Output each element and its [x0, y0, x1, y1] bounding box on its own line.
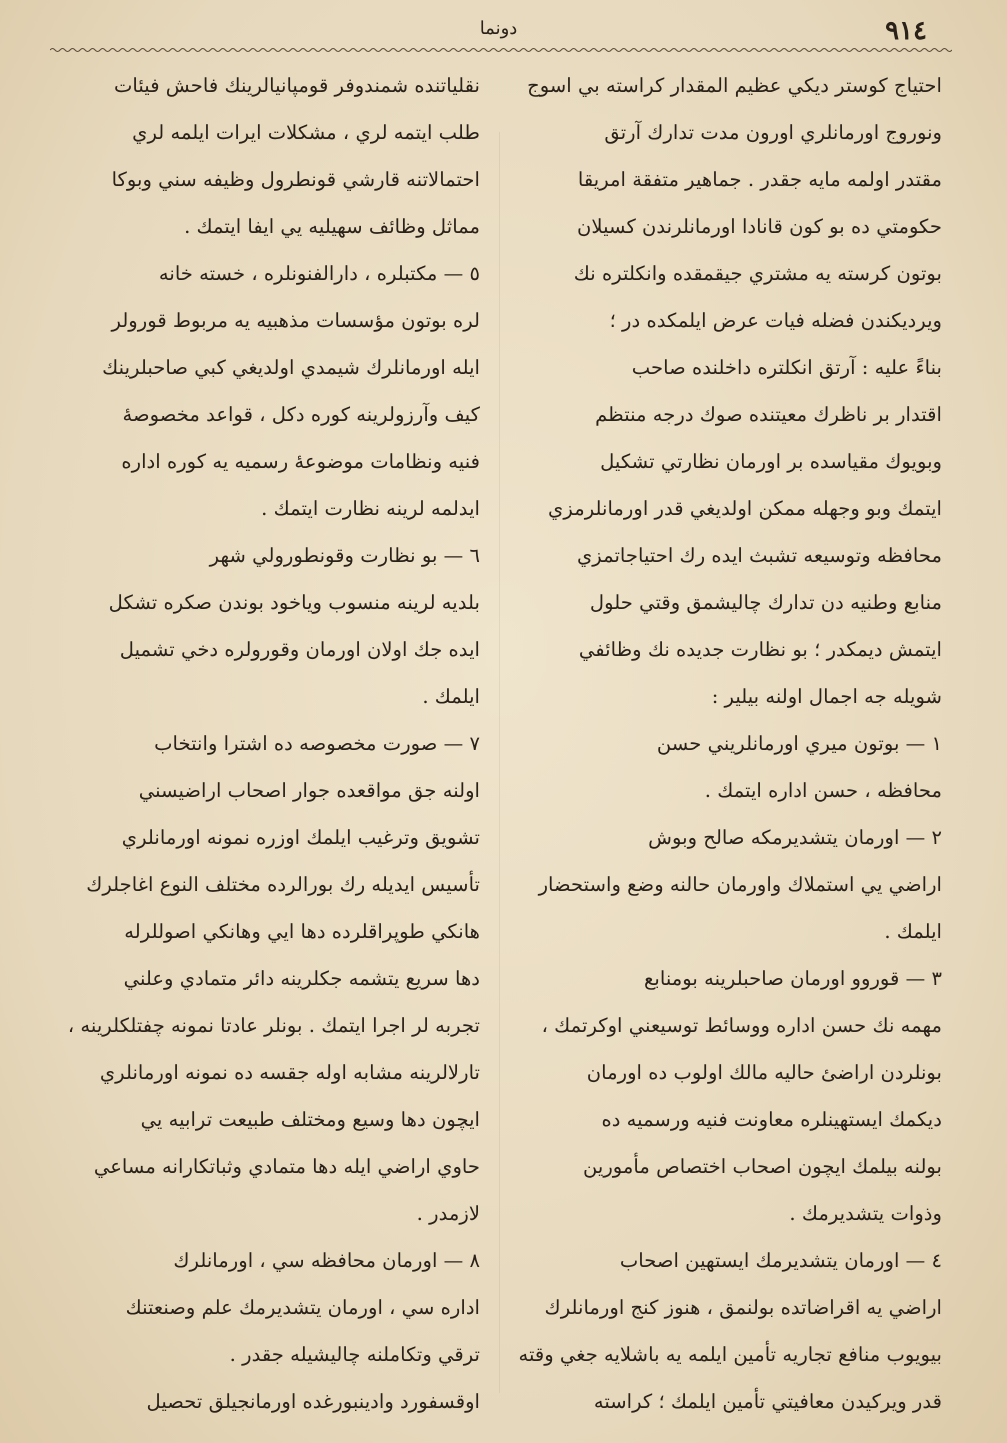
text-line: بولنه بيلمك ايچون اصحاب اختصاص مأمورين: [582, 1155, 942, 1178]
text-line: ايده جك اولان اورمان وقورولره دخي تشميل: [119, 638, 480, 661]
text-line: اداره سي ، اورمان يتشديرمك علم وصنعتنك: [125, 1296, 480, 1319]
text-line: ٧ — صورت مخصوصه ده اشترا وانتخاب: [154, 732, 480, 755]
text-line: ويرديكندن فضله فيات عرض ايلمكده در ؛: [609, 309, 942, 332]
text-line: ٥ — مكتبلره ، دارالفنونلره ، خسته خانه: [158, 262, 480, 285]
text-line: لازمدر .: [416, 1202, 480, 1225]
text-line: ايدلمه لرينه نظارت ايتمك .: [261, 497, 480, 520]
text-line: ٦ — بو نظارت وقونطورولي شهر: [209, 544, 480, 567]
right-column: [517, 62, 942, 1425]
text-line: اولنه جق مواقعده جوار اصحاب اراضيسني: [138, 779, 480, 802]
running-title: دونما: [479, 18, 518, 39]
text-line: لره بوتون مؤسسات مذهبيه يه مربوط قورولر: [111, 309, 480, 332]
text-line: ايلمك .: [884, 920, 942, 943]
text-line: بيويوب منافع تجاريه تأمين ايلمه يه باشلايه جغي وقته: [518, 1343, 942, 1366]
text-line: تجربه لر اجرا ايتمك . بونلر عادتا نمونه چفتلكلرينه ،: [67, 1014, 480, 1037]
text-line: ايله اورمانلرك شيمدي اولديغي كبي صاحبلرينك: [102, 356, 480, 379]
wavy-rule: [50, 46, 952, 54]
text-line: ١ — بوتون ميري اورمانلريني حسن: [656, 732, 942, 755]
text-line: تأسيس ايديله رك بورالرده مختلف النوع اغاجلرك: [86, 873, 480, 896]
text-line: محافظه وتوسيعه تشبث ايده رك احتياجاتمزي: [576, 544, 942, 567]
page-header: [60, 14, 937, 44]
text-line: ديكمك ايستهينلره معاونت فنيه ورسميه ده: [601, 1108, 942, 1131]
text-line: مقتدر اولمه مايه جقدر . جماهير متفقة امريقا: [577, 168, 942, 191]
text-line: قدر ويركيدن معافيتي تأمين ايلمك ؛ كراسته: [593, 1390, 942, 1413]
column-gutter: [499, 132, 500, 1393]
text-line: حاوي اراضي ايله دها متمادي وثباتكارانه مساعي: [93, 1155, 480, 1178]
text-line: ايلمك .: [422, 685, 480, 708]
text-line: دها سريع يتشمه جكلرينه دائر متمادي وعلني: [123, 967, 480, 990]
text-line: ايتمك وبو وجهله ممكن اولديغي قدر اورمانلرمزي: [548, 497, 942, 520]
left-column: [55, 62, 480, 1425]
text-line: بلديه لرينه منسوب وياخود بوندن صكره تشكل: [108, 591, 480, 614]
text-line: اقتدار بر ناظرك معيتنده صوك درجه منتظم: [595, 403, 942, 426]
text-line: ٨ — اورمان محافظه سي ، اورمانلرك: [173, 1249, 480, 1272]
text-line: منابع وطنيه دن تدارك چاليشمق وقتي حلول: [589, 591, 942, 614]
text-line: هانكي طوپراقلرده دها ايي وهانكي اصوللرله: [124, 920, 480, 943]
text-line: ايتمش ديمكدر ؛ بو نظارت جديده نك وظائفي: [578, 638, 942, 661]
text-line: تشويق وترغيب ايلمك اوزره نمونه اورمانلري: [121, 826, 480, 849]
text-line: بونلردن اراضئ حاليه مالك اولوب ده اورمان: [586, 1061, 942, 1084]
text-line: ايچون دها وسيع ومختلف طبيعت ترابيه يي: [140, 1108, 480, 1131]
text-line: اوقسفورد وادينبورغده اورمانجيلق تحصيل: [146, 1390, 480, 1413]
text-line: اراضي يه اقراضاتده بولنمق ، هنوز كنج اورمانلرك: [544, 1296, 942, 1319]
text-line: محافظه ، حسن اداره ايتمك .: [704, 779, 942, 802]
text-line: ترقي وتكاملنه چاليشيله جقدر .: [229, 1343, 480, 1366]
text-line: اراضي يي استملاك واورمان حالنه وضع واستحضار: [538, 873, 942, 896]
text-line: شويله جه اجمال اولنه بيلير :: [711, 685, 942, 708]
text-line: ٣ — قوروو اورمان صاحبلرينه بومنابع: [644, 967, 942, 990]
text-line: مهمه نك حسن اداره ووسائط توسيعني اوكرتمك ،: [541, 1014, 942, 1037]
text-line: ٢ — اورمان يتشديرمكه صالح وبوش: [648, 826, 942, 849]
text-line: بناءً عليه : آرتق انكلتره داخلنده صاحب: [631, 356, 942, 379]
text-line: وبويوك مقياسده بر اورمان نظارتي تشكيل: [600, 450, 942, 473]
text-line: ونوروج اورمانلري اورون مدت تدارك آرتق: [604, 121, 942, 144]
text-line: احتياج كوستر ديكي عظيم المقدار كراسته بي اسوج: [527, 74, 942, 97]
text-line: وذوات يتشديرمك .: [789, 1202, 942, 1225]
text-line: تارلالرينه مشابه اوله جقسه ده نمونه اورمانلري: [99, 1061, 480, 1084]
text-columns: [55, 62, 942, 1423]
text-line: احتمالاتنه قارشي قونطرول وظيفه سني وبوكا: [111, 168, 480, 191]
text-line: طلب ايتمه لري ، مشكلات ايرات ايلمه لري: [132, 121, 480, 144]
text-line: بوتون كرسته يه مشتري جيقمقده وانكلتره نك: [573, 262, 942, 285]
text-line: حكومتي ده بو كون قانادا اورمانلرندن كسيلان: [576, 215, 942, 238]
header-rule: [50, 46, 952, 54]
text-line: نقلياتنده شمندوفر قومپانيالرينك فاحش فيئات: [113, 74, 480, 97]
text-line: ٤ — اورمان يتشديرمك ايستهين اصحاب: [619, 1249, 942, 1272]
text-line: كيف وآرزولرينه كوره دكل ، قواعد مخصوصهٔ: [122, 403, 480, 426]
page-number: ٩١٤: [885, 16, 927, 46]
text-line: مماثل وظائف سهيليه يي ايفا ايتمك .: [184, 215, 480, 238]
text-line: فنيه ونظامات موضوعهٔ رسميه يه كوره اداره: [121, 450, 480, 473]
